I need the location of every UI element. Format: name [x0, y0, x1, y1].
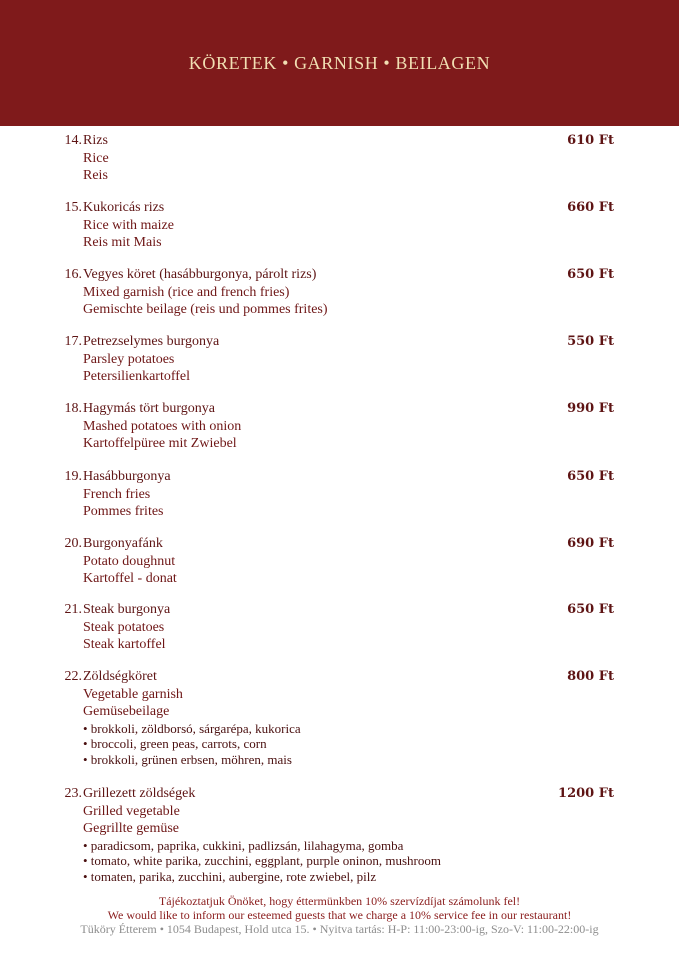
- item-name-hu: Hagymás tört burgonya: [83, 401, 215, 416]
- item-name-en: Steak potatoes: [83, 619, 165, 635]
- service-fee-notice-hu: Tájékoztatjuk Önöket, hogy éttermünkben 10% szervízdíjat számolunk fel!: [158, 894, 521, 908]
- item-detail: • brokkoli, grünen erbsen, möhren, mais: [83, 751, 292, 767]
- item-name-de: Kartoffel - donat: [83, 571, 177, 586]
- item-name-de: Pommes frites: [83, 504, 164, 519]
- item-name-hu: Petrezselymes burgonya: [83, 334, 220, 349]
- item-name-de: Gemischte beilage (reis und pommes frites): [83, 302, 328, 317]
- item-name-en: Mixed garnish (rice and french fries): [83, 284, 290, 300]
- item-name-en: Potato doughnut: [83, 553, 176, 569]
- item-name-en: Rice: [83, 150, 109, 166]
- item-name-de: Reis: [83, 168, 108, 183]
- item-name-en: Mashed potatoes with onion: [83, 418, 242, 434]
- item-number: 22.: [64, 669, 82, 684]
- item-name-de: Gemüsebeilage: [83, 704, 170, 719]
- item-number: 14.: [64, 133, 82, 148]
- header-banner: [0, 0, 679, 126]
- item-name-de: Gegrillte gemüse: [83, 821, 180, 836]
- item-detail: • broccoli, green peas, carrots, corn: [83, 736, 267, 751]
- item-name-hu: Vegyes köret (hasábburgonya, párolt rizs): [83, 267, 317, 282]
- item-number: 15.: [64, 200, 82, 215]
- item-detail: • tomaten, parika, zucchini, aubergine, rote zwiebel, pilz: [83, 868, 377, 884]
- item-number: 17.: [64, 334, 82, 349]
- item-number: 21.: [64, 602, 82, 617]
- item-detail: • paradicsom, paprika, cukkini, padlizsán, lilahagyma, gomba: [83, 837, 404, 853]
- item-detail: • brokkoli, zöldborsó, sárgarépa, kukorica: [83, 720, 301, 736]
- item-name-hu: Burgonyafánk: [83, 536, 163, 551]
- item-price: 690 Ft: [567, 536, 614, 551]
- item-name-hu: Kukoricás rizs: [83, 200, 165, 215]
- item-number: 20.: [64, 536, 82, 551]
- item-name-hu: Steak burgonya: [83, 602, 171, 617]
- item-price: 800 Ft: [567, 669, 614, 684]
- item-price: 660 Ft: [567, 200, 614, 215]
- item-name-hu: Zöldségköret: [83, 669, 157, 684]
- restaurant-address: Tüköry Étterem • 1054 Budapest, Hold utca 15. • Nyitva tartás: H-P: 11:00-23:00-ig, Szo-V: 11:00-22:00-ig: [80, 922, 599, 936]
- item-name-hu: Hasábburgonya: [83, 469, 171, 484]
- item-name-en: Grilled vegetable: [83, 803, 180, 819]
- item-name-de: Kartoffelpüree mit Zwiebel: [83, 436, 237, 451]
- item-price: 550 Ft: [567, 334, 614, 349]
- footer: [0, 894, 679, 936]
- item-detail: • tomato, white parika, zucchini, eggplant, purple oninon, mushroom: [83, 853, 442, 868]
- item-number: 16.: [64, 267, 82, 282]
- item-name-hu: Rizs: [83, 133, 108, 148]
- item-price: 990 Ft: [567, 401, 614, 416]
- item-number: 23.: [64, 786, 82, 801]
- item-name-en: Parsley potatoes: [83, 351, 175, 367]
- item-price: 610 Ft: [567, 133, 614, 148]
- service-fee-notice-en: We would like to inform our esteemed guests that we charge a 10% service fee in our restaurant!: [107, 908, 572, 922]
- item-name-de: Petersilienkartoffel: [83, 369, 191, 384]
- item-price: 650 Ft: [567, 267, 614, 282]
- item-price: 1200 Ft: [558, 786, 614, 801]
- item-name-hu: Grillezett zöldségek: [83, 786, 196, 801]
- item-name-en: French fries: [83, 486, 151, 502]
- item-name-en: Vegetable garnish: [83, 686, 183, 702]
- item-number: 19.: [64, 469, 82, 484]
- item-name-en: Rice with maize: [83, 217, 174, 233]
- item-price: 650 Ft: [567, 469, 614, 484]
- page-title: KÖRETEK • GARNISH • BEILAGEN: [188, 53, 491, 73]
- item-name-de: Reis mit Mais: [83, 235, 162, 250]
- item-name-de: Steak kartoffel: [83, 637, 166, 652]
- item-price: 650 Ft: [567, 602, 614, 617]
- item-number: 18.: [64, 401, 82, 416]
